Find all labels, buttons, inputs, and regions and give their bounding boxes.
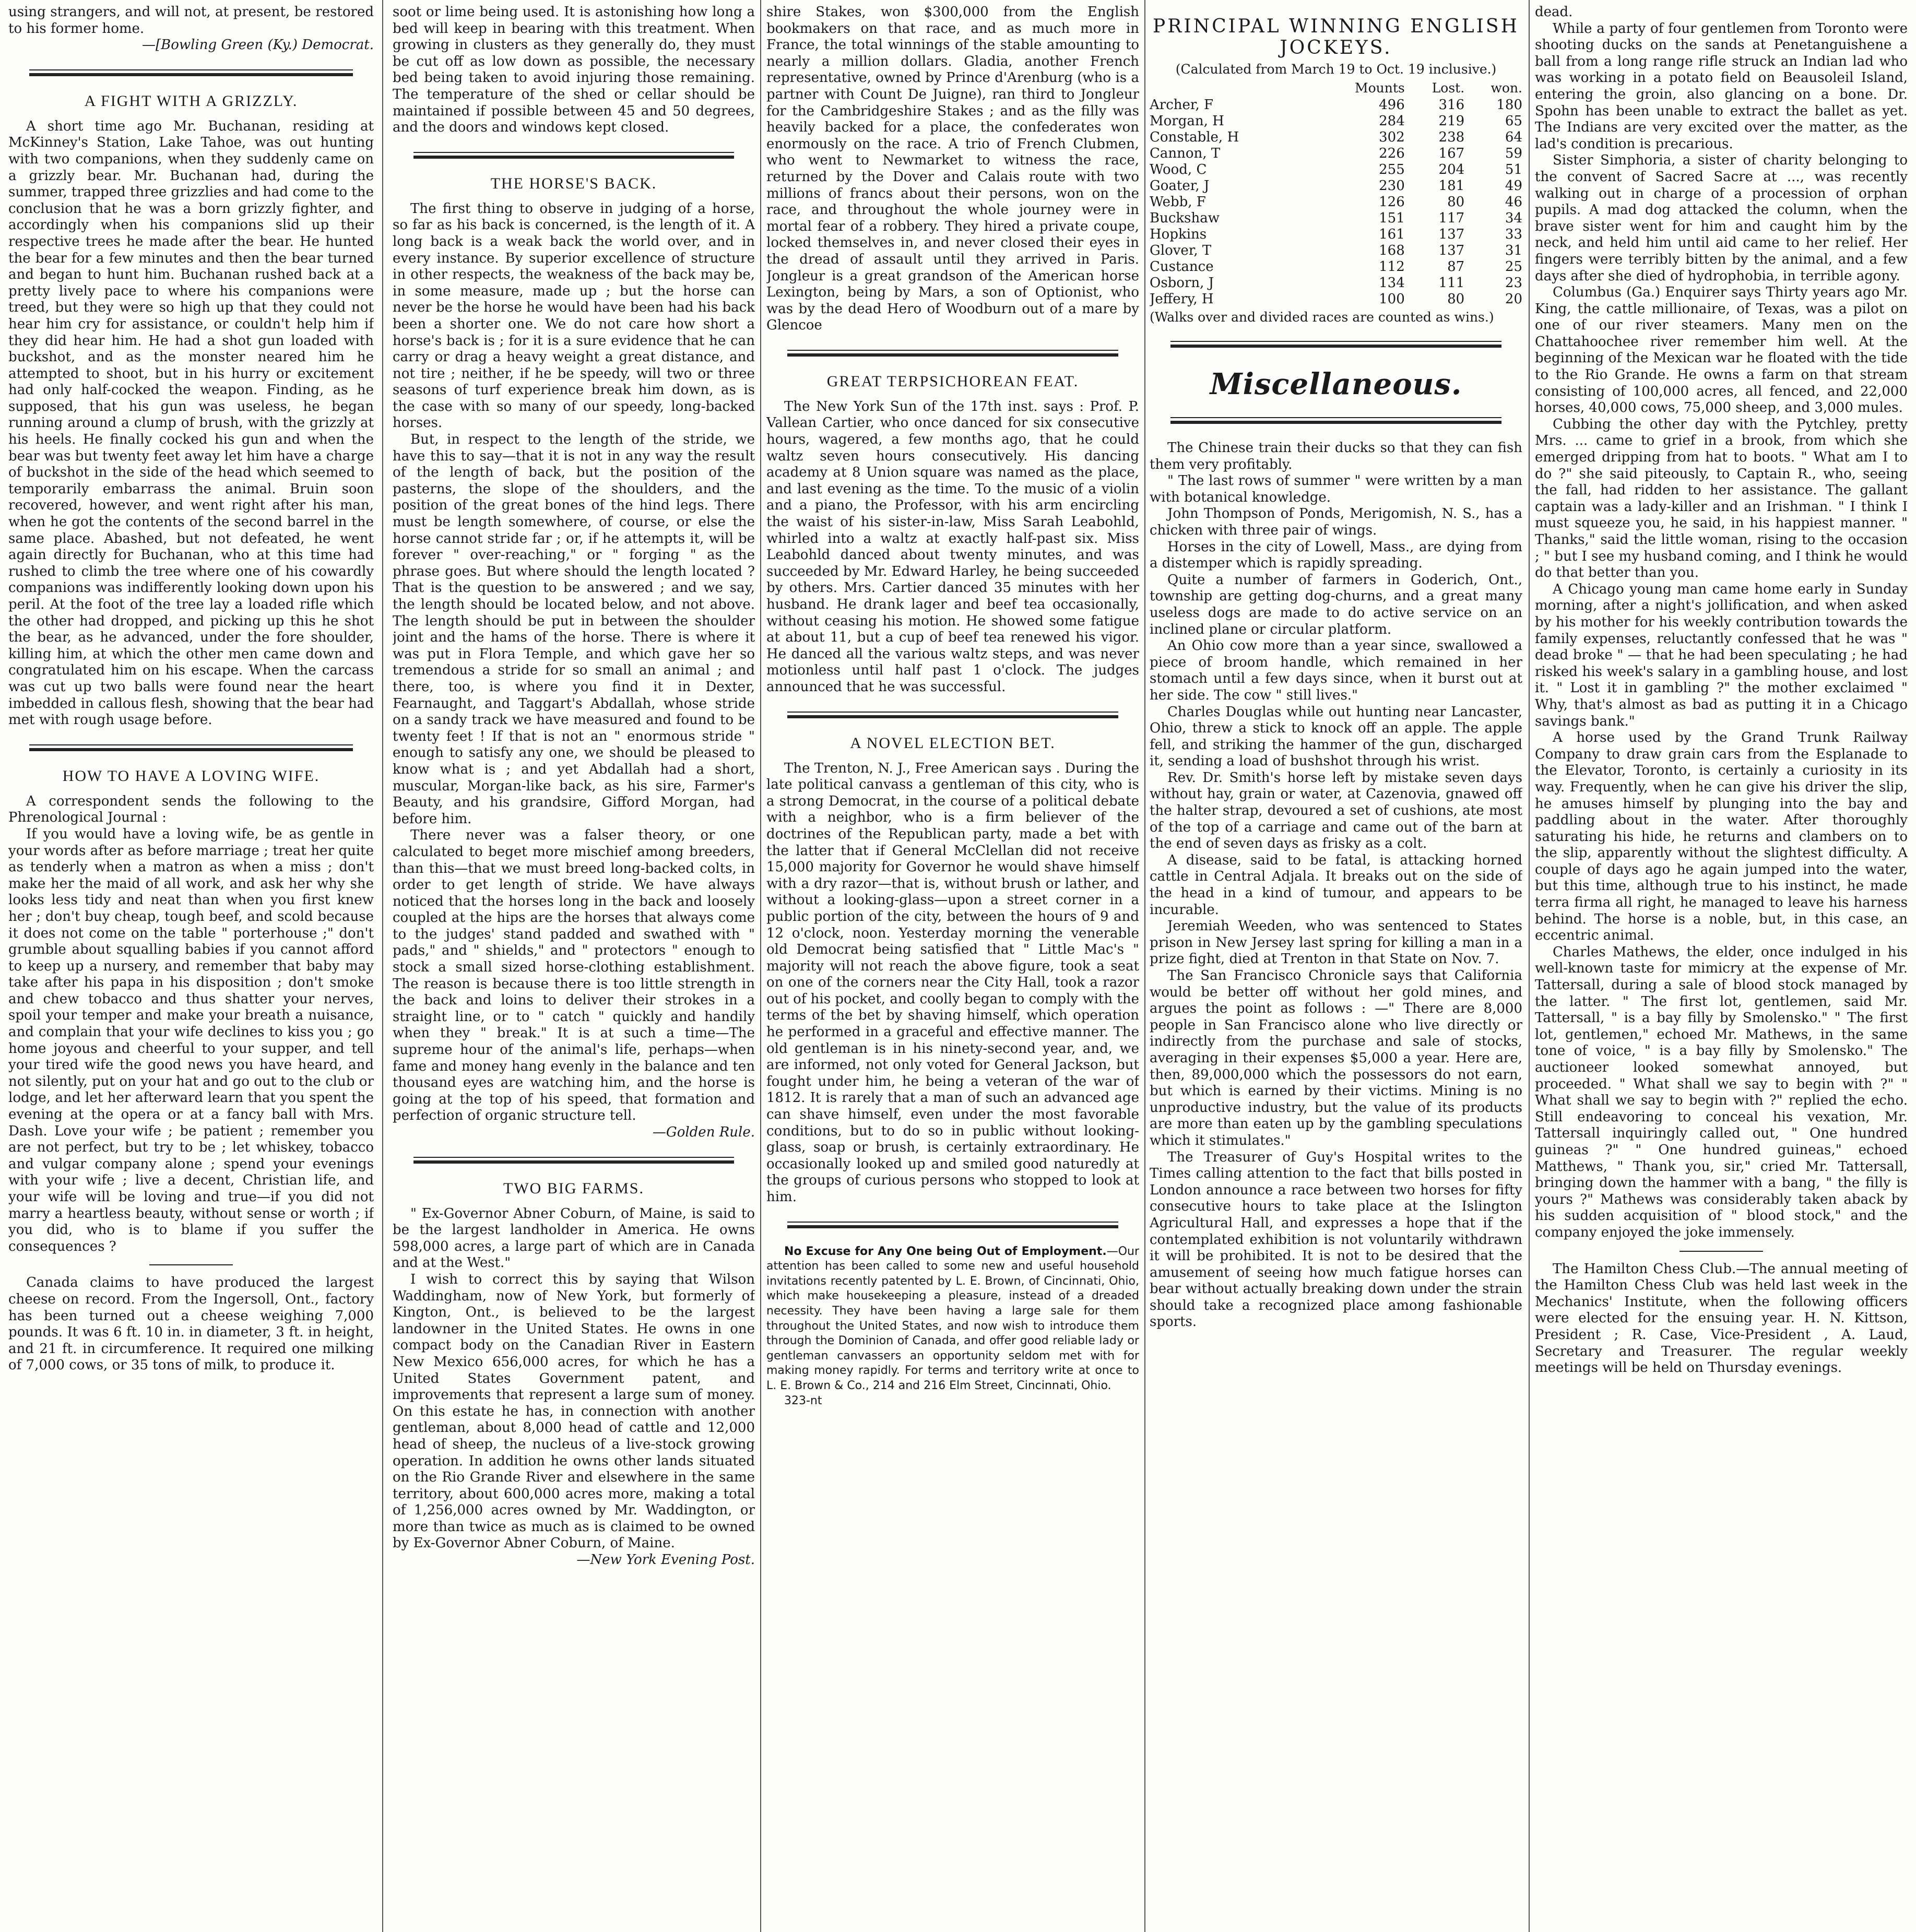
jockey-name: Osborn, J (1150, 275, 1214, 291)
article-paragraph: A disease, said to be fatal, is attacking horned cattle in Central Adjala. It breaks out on the side of the head in a kind of tumour, and appears to be incurable. (1150, 852, 1522, 918)
table-row (1150, 146, 1522, 162)
article-paragraph: I wish to correct this by saying that Wilson Waddingham, now of New York, but formerly of Kington, Ont., is believed to be the largest landowner in the United States. He owns in one compact body on the Canadian River in Eastern New Mexico 656,000 acres, for which he has a United States Government patent, and improvements that represent a large sum of money. On this estate he has, in connection with another gentleman, about 8,000 head of cattle and 12,000 head of sheep, the nucleus of a live-stock growing operation. In addition he owns other lands situated on the Rio Grande River and elsewhere in the same territory, about 600,000 acres more, making a total of 1,256,000 acres owned by Mr. Waddington, or more than twice as much as is claimed to be owned by Ex-Governor Abner Coburn, of Maine. (393, 1271, 755, 1551)
section-rule (413, 1156, 734, 1165)
article-paragraph: The Hamilton Chess Club.—The annual meeting of the Hamilton Chess Club was held last week in the Mechanics' Institute, when the following officers were elected for the ensuing year. H. N. Kittson, President ; R. Case, Vice-President , A. Laud, Secretary and Treasurer. The regular weekly meetings will be held on Thursday evenings. (1535, 1261, 1908, 1376)
section-rule (787, 710, 1118, 720)
jockey-stat: 137 (1438, 227, 1465, 242)
advertisement-body (766, 1244, 1139, 1394)
jockey-stat: 161 (1379, 227, 1405, 242)
jockey-name: Archer, F (1150, 97, 1214, 113)
article (766, 373, 1139, 696)
article (393, 4, 755, 136)
article (1150, 16, 1522, 325)
jockey-stat: 33 (1505, 227, 1522, 242)
article-paragraph: John Thompson of Ponds, Merigomish, N. S., has a chicken with three pair of wings. (1150, 506, 1522, 538)
jockey-stat: 496 (1379, 97, 1405, 113)
article-paragraph: Charles Mathews, the elder, once indulged in his well-known taste for mimicry at the expense of Mr. Tattersall, during a sale of blood stock managed by the latter. " The first lot, gentlemen, said Mr. Tattersall, " is a bay filly by Smolensko." " The first lot, gentlemen," echoed Mr. Mathews, in the same tone of voice, " is a bay filly by Smolensko." The auctioneer looked somewhat annoyed, but proceeded. " What shall we say to begin with ?" " What shall we say to begin with ?" replied the echo. Still endeavoring to conceal his vexation, Mr. Tattersall inquiringly called out, " One hundred guineas ?" " One hundred guineas," echoed Matthews, " Thank you, sir," cried Mr. Tattersall, bringing down the hammer with a bang, " the filly is yours ?" Mathews was considerably taken aback by his sudden acquisition of " blood stock," and the company enjoyed the joke immensely. (1535, 944, 1908, 1240)
article-paragraph: A horse used by the Grand Trunk Railway Company to draw grain cars from the Esplanade to the Elevator, Toronto, is certainly a curiosity in its way. Frequently, when he can give his driver the slip, he amuses himself by plunging into the bay and paddling about in the water. After thoroughly saturating his hide, he returns and clambers on to the slip, apparently without the slightest difficulty. A couple of days ago he again jumped into the water, but this time, although true to his instinct, he made terra firma all right, he managed to leave his harness behind. The horse is a noble, but, in this case, an eccentric animal. (1535, 730, 1908, 944)
jockey-name: Custance (1150, 259, 1214, 275)
table-header: Mounts (1355, 80, 1405, 96)
jockey-stat: 126 (1379, 194, 1405, 210)
jockey-stat: 219 (1438, 113, 1465, 129)
article-paragraph: But, in respect to the length of the stride, we have this to say—that it is not in any way the result of the length of back, but the position of the pasterns, the slope of the shoulders, and the position of the great bones of the hind legs. There must be length somewhere, of course, or else the horse cannot stride far ; or, if he attempts it, will be forever " over-reaching," or " forging " as the phrase goes. But where should the length located ? That is the question to be answered ; and we say, the length should be located below, and not above. The length should be put in between the shoulder joint and the hams of the horse. There is where it was put in Flora Temple, and which gave her so tremendous a stride for so small an animal ; and there, too, is where you find it in Dexter, Fearnaught, and Taggart's Abdallah, whose stride on a sandy track we have measured and found to be twenty feet ! If that is not an " enormous stride " enough to satisfy any one, we should be pleased to know what is ; and yet Abdallah had a short, muscular, Morgan-like back, as his sire, Farmer's Beauty, and his grandsire, Gifford Morgan, had before him. (393, 432, 755, 827)
article-paragraph: A Chicago young man came home early in Sunday morning, after a night's jollification, and when asked by his mother for his weekly contribution towards the family expenses, reluctantly confessed that he was " dead broke " — that he had been speculating ; he had risked his week's salary in a gambling house, and lost it. " Lost it in gambling ?" the mother exclaimed " Why, that's almost as bad as putting it in a Chicago savings bank." (1535, 581, 1908, 729)
jockeys-subtitle: (Calculated from March 19 to Oct. 19 inclusive.) (1175, 62, 1497, 77)
jockey-stat: 181 (1438, 178, 1465, 194)
section-rule (1170, 416, 1501, 425)
column-divider (760, 0, 761, 1932)
jockey-stat: 34 (1505, 210, 1522, 226)
column-divider (1529, 0, 1530, 1932)
advertisement-code: 323-nt (784, 1394, 822, 1407)
table-header: won. (1491, 80, 1522, 96)
jockey-stat: 112 (1379, 259, 1405, 275)
article-paragraph: While a party of four gentlemen from Toronto were shooting ducks on the sands at Penetanguishene a ball from a long range rifle struck an Indian lad who was working in a potato field on Beausoleil Island, entering the groin, also glancing on a bone. Dr. Spohn has been unable to extract the ballet as yet. The Indians are very excited over the matter, as the lad's condition is precarious. (1535, 20, 1908, 152)
column-1 (8, 4, 374, 1928)
article-paragraph: Horses in the city of Lowell, Mass., are dying from a distemper which is rapidly spreading. (1150, 539, 1522, 572)
jockey-stat: 230 (1379, 178, 1405, 194)
table-row (1150, 113, 1522, 129)
article-source: —Golden Rule. (652, 1124, 755, 1140)
article-paragraph: A correspondent sends the following to the Phrenological Journal : (8, 793, 374, 826)
article-headline: GREAT TERPSICHOREAN FEAT. (826, 372, 1079, 390)
article-paragraph: Rev. Dr. Smith's horse left by mistake seven days without hay, grain or water, at Cazenovia, gnawed off the halter strap, devoured a set of cushions, ate most of the top of a carriage and came out of the barn at the end of seven days as frisky as a colt. (1150, 769, 1522, 852)
jockey-stat: 168 (1379, 243, 1405, 258)
advertisement-headline: No Excuse for Any One being Out of Employment. (784, 1244, 1107, 1258)
table-row (1150, 291, 1522, 307)
column-2 (393, 4, 755, 1928)
table-row (1150, 194, 1522, 210)
jockeys-note: (Walks over and divided races are counted as wins.) (1150, 310, 1494, 325)
jockey-name: Wood, C (1150, 162, 1207, 177)
article-headline: A NOVEL ELECTION BET. (850, 734, 1056, 752)
article (8, 92, 374, 729)
jockey-name: Webb, F (1150, 194, 1206, 210)
article (8, 1275, 374, 1374)
article-paragraph: If you would have a loving wife, be as gentle in your words after as before marriage ; treat her quite as tenderly when a matron as when a miss ; don't make her the maid of all work, and ask her why she looks less tidy and neat than when you first knew her ; don't buy cheap, tough beef, and scold because it does not come on the table " porterhouse ;" don't grumble about squalling babies if you cannot afford to keep up a nursery, and remember that baby may take after his papa in his disposition ; don't smoke and chew tobacco and thus shatter your nerves, spoil your temper and make your breath a nuisance, and complain that your wife declines to kiss you ; go home joyous and cheerful to your supper, and tell your tired wife the good news you have heard, and not silently, put on your hat and go out to the club or lodge, and let her afterward learn that you spent the evening at the opera or at a fancy ball with Mrs. Dash. Love your wife ; be patient ; remember you are not perfect, but try to be ; let whiskey, tobacco and vulgar company alone ; spend your evenings with your wife ; live a decent, Christian life, and your wife will be loving and true—if you did not marry a heartless beauty, without sense or worth ; if you did, who is to blame if you suffer the consequences ? (8, 826, 374, 1254)
jockey-name: Goater, J (1150, 178, 1210, 194)
article (766, 4, 1139, 334)
jockey-name: Hopkins (1150, 227, 1207, 242)
article (766, 734, 1139, 1206)
jockey-name: Constable, H (1150, 129, 1239, 145)
jockeys-title: PRINCIPAL WINNING ENGLISH JOCKEYS. (1153, 16, 1519, 58)
jockey-stat: 134 (1379, 275, 1405, 291)
jockey-stat: 65 (1505, 113, 1522, 129)
article-paragraph: Quite a number of farmers in Goderich, Ont., township are getting dog-churns, and a great many useless dogs are made to do active service on an inclined plane or circular platform. (1150, 572, 1522, 637)
article-paragraph: dead. (1535, 4, 1573, 20)
jockey-stat: 49 (1505, 178, 1522, 194)
article-paragraph: An Ohio cow more than a year since, swallowed a piece of broom handle, which remained in her stomach until a few days since, when it burst out at her side. The cow " still lives." (1150, 638, 1522, 703)
jockey-stat: 25 (1505, 259, 1522, 275)
jockey-stat: 167 (1438, 146, 1465, 161)
table-header-spacer (1150, 80, 1313, 97)
article-headline: TWO BIG FARMS. (503, 1179, 644, 1197)
article-source: —New York Evening Post. (576, 1552, 755, 1568)
table-row (1150, 227, 1522, 243)
jockey-stat: 31 (1505, 243, 1522, 258)
table-row (1150, 259, 1522, 275)
article-paragraph: Canada claims to have produced the largest cheese on record. From the Ingersoll, Ont., factory has been turned out a cheese weighing 7,000 pounds. It was 6 ft. 10 in. in diameter, 3 ft. in height, and 21 ft. in circumference. It required one milking of 7,000 cows, or 35 tons of milk, to produce it. (8, 1275, 374, 1373)
article (1150, 440, 1522, 1331)
section-rule (787, 1220, 1118, 1230)
jockey-stat: 51 (1505, 162, 1522, 177)
section-rule (1170, 340, 1501, 349)
article (1535, 1261, 1908, 1377)
jockey-name: Morgan, H (1150, 113, 1224, 129)
article-paragraph: Sister Simphoria, a sister of charity belonging to the convent of Sacred Sacre at ..., was recently walking out in charge of a procession of orphan pupils. A mad dog attacked the column, when the brave sister went for him and caught him by the neck, and held him until aid came to her relief. Her fingers were terribly bitten by the animal, and a few days after she died of hydrophobia, in terrible agony. (1535, 152, 1908, 284)
article (8, 4, 374, 54)
jockey-stat: 59 (1505, 146, 1522, 161)
column-4 (1150, 4, 1522, 1928)
table-row (1150, 210, 1522, 227)
article-paragraph: using strangers, and will not, at present, be restored to his former home. (8, 4, 374, 37)
table-header-row (1150, 80, 1522, 97)
jockeys-table (1150, 80, 1522, 307)
jockey-name: Cannon, T (1150, 146, 1221, 161)
table-row (1150, 275, 1522, 291)
jockey-stat: 137 (1438, 243, 1465, 258)
column-divider (1144, 0, 1145, 1932)
article-paragraph: Cubbing the other day with the Pytchley, pretty Mrs. ... came to grief in a brook, from which she emerged dripping from hat to boots. " What am I to do ?" she said piteously, to Captain R., who, seeing the fall, had ridden to her assistance. The gallant captain was a lady-killer and an Irishman. " I think I must squeeze you, he said, in his happiest manner. " Thanks," said the little woman, rising to the occasion ; " but I see my husband coming, and I think he would do that better than you. (1535, 416, 1908, 581)
article-paragraph: The New York Sun of the 17th inst. says : Prof. P. Vallean Cartier, who once danced for six consecutive hours, wagered, a few months ago, that he could waltz seven hours consecutively. His dancing academy at 8 Union square was named as the place, and last evening as the time. To the music of a violin and a piano, the Professor, with his arm encircling the waist of his sister-in-law, Miss Sarah Leabohld, whirled into a waltz at exactly half-past six. Miss Leabohld danced about twenty minutes, and was succeeded by Mr. Edward Harley, he being succeeded by others. Mrs. Cartier danced 35 minutes with her husband. He drank lager and beef tea occasionally, without ceasing his motion. He showed some fatigue at about 11, but a cup of beef tea renewed his vigor. He danced all the various waltz steps, and was never motionless until half past 1 o'clock. The judges announced that he was successful. (766, 398, 1139, 695)
article (1150, 367, 1522, 401)
advertisement-text: —Our attention has been called to some new and useful household invitations recently patented by L. E. Brown, of Cincinnati, Ohio, which make housekeeping a pleasure, instead of a dreaded necessity. They have been having a large sale for them throughout the United States, and now wish to introduce them through the Dominion of Canada, and offer good reliable lady or gentleman canvassers an opportunity seldom met with for making money rapidly. For terms and territory write at once to L. E. Brown & Co., 214 and 216 Elm Street, Cincinnati, Ohio. (766, 1244, 1139, 1392)
article-paragraph: Charles Douglas while out hunting near Lancaster, Ohio, threw a stick to knock off an apple. The apple fell, and striking the hammer of the gun, discharged it, sending a load of bushshot through his wrist. (1150, 704, 1522, 769)
jockeys-table-section (1150, 16, 1522, 325)
table-row (1150, 243, 1522, 259)
article-paragraph: soot or lime being used. It is astonishing how long a bed will keep in bearing with this treatment. When growing in clusters as they generally do, they must be cut off as low down as possible, the necessary bed being taken to avoid injuring those remaining. The temperature of the shed or cellar should be maintained if possible between 45 and 50 degrees, and the doors and windows kept closed. (393, 4, 755, 136)
article-paragraph: " Ex-Governor Abner Coburn, of Maine, is said to be the largest landholder in America. He owns 598,000 acres, a large part of which are in Canada and at the West." (393, 1205, 755, 1271)
article (393, 175, 755, 1141)
section-rule (413, 151, 734, 160)
table-row (1150, 178, 1522, 194)
column-5 (1535, 4, 1908, 1928)
section-rule (29, 68, 353, 78)
article (8, 767, 374, 1255)
article-paragraph: Columbus (Ga.) Enquirer says Thirty years ago Mr. King, the cattle millionaire, of Texas, was a pilot on one of our river steamers. Many men on the Chattahoochee river remember him well. At the beginning of the Mexican war he floated with the tide to the Rio Grande. He owns a farm on that stream consisting of 100,000 acres, all fenced, and 22,000 horses, 40,000 cows, 75,000 sheep, and 3,000 mules. (1535, 285, 1908, 416)
article-paragraph: " The last rows of summer " were written by a man with botanical knowledge. (1150, 473, 1522, 505)
article-paragraph: Jeremiah Weeden, who was sentenced to States prison in New Jersey last spring for killing a man in a prize fight, died at Trenton in that State on Nov. 7. (1150, 918, 1522, 967)
jockey-name: Glover, T (1150, 243, 1212, 258)
article (766, 1244, 1139, 1409)
table-row (1150, 97, 1522, 113)
jockey-stat: 151 (1379, 210, 1405, 226)
section-rule (29, 743, 353, 753)
table-row (1150, 129, 1522, 146)
article-paragraph: The Treasurer of Guy's Hospital writes to the Times calling attention to the fact that bills posted in London announce a race between two horses for fifty consecutive hours to take place at the Islington Agricultural Hall, and expresses a hope that if the contemplated exhibition is not voluntarily withdrawn it will be prohibited. It is not to be desired that the amusement of seeing how much fatigue horses can bear without actually breaking down under the strain should take a recognized place among fashionable sports. (1150, 1149, 1522, 1330)
jockey-stat: 117 (1438, 210, 1465, 226)
article-headline: THE HORSE'S BACK. (490, 174, 657, 192)
article-paragraph: The first thing to observe in judging of a horse, so far as his back is concerned, is the length of it. A long back is a weak back the world over, and in every instance. By superior excellence of structure in other respects, the weakness of the back may be, in some measure, made up ; but the horse can never be the horse he would have been had his back been a shorter one. We do not care how short a horse's back is ; for it is a sure evidence that he can carry or drag a heavy weight a great distance, and not tire ; neither, if he be speedy, will two or three seasons of turf experience break him down, as is the case with so many of our speedy, long-backed horses. (393, 200, 755, 431)
article (393, 1180, 755, 1569)
column-divider (382, 0, 383, 1932)
article-paragraph: The Trenton, N. J., Free American says . During the late political canvass a gentleman of this city, who is a strong Democrat, in the course of a political debate with a neighbor, who is a firm believer of the doctrines of the Republican party, made a bet with the latter that if General McClellan did not receive 15,000 majority for Governor he would shave himself with a dry razor—that is, without brush or lather, and without a looking-glass—upon a street corner in a public portion of the city, between the hours of 9 and 12 o'clock, noon. Yesterday morning the venerable old Democrat being satisfied that " Little Mac's " majority will not reach the above figure, took a seat on one of the corners near the City Hall, took a razor out of his pocket, and coolly began to comply with the terms of the bet by shaving himself, which operation he performed in a graceful and effective manner. The old gentleman is in his ninety-second year, and, we are informed, not only voted for General Jackson, but fought under him, he being a veteran of the war of 1812. It is rarely that a man of such an advanced age can shave himself, even under the most favorable conditions, but to do so in public without looking-glass, soap or brush, is certainly extraordinary. He occasionally looked up and smiled good naturedly at the groups of curious persons who stopped to look at him. (766, 760, 1139, 1205)
advertisement (766, 1244, 1139, 1409)
table-header: Lost. (1432, 80, 1465, 96)
jockey-stat: 20 (1505, 291, 1522, 307)
jockey-stat: 100 (1379, 291, 1405, 307)
article-paragraph: The Chinese train their ducks so that they can fish them very profitably. (1150, 440, 1522, 472)
article-headline: A FIGHT WITH A GRIZZLY. (84, 92, 298, 110)
jockey-stat: 80 (1447, 194, 1465, 210)
jockey-stat: 111 (1438, 275, 1465, 291)
jockey-stat: 316 (1438, 97, 1465, 113)
jockey-stat: 80 (1447, 291, 1465, 307)
section-rule (787, 349, 1118, 358)
short-rule (1680, 1251, 1763, 1252)
article-paragraph: shire Stakes, won $300,000 from the English bookmakers on that race, and as much more in France, the total winnings of the stable amounting to nearly a million dollars. Gladia, another French representative, owned by Prince d'Arenburg (who is a partner with Count De Juigne), ran third to Jongleur for the Cambridgeshire Stakes ; and as the filly was heavily backed for a place, the confederates won enormously on the race. A trio of French Clubmen, who went to Newmarket to witness the race, returned by the Dover and Calais route with two millions of francs about their persons, won on the race, and throughout the whole journey were in mortal fear of a robbery. They hired a private coupe, locked themselves in, and never closed their eyes in the dread of assault until they arrived in Paris. Jongleur is a great grandson of the American horse Lexington, being by Mars, a son of Optionist, who was by the dead Hero of Woodburn out of a mare by Glencoe (766, 4, 1139, 334)
jockey-stat: 64 (1505, 129, 1522, 145)
jockey-stat: 255 (1379, 162, 1405, 177)
jockey-stat: 46 (1505, 194, 1522, 210)
short-rule (149, 1264, 233, 1265)
jockey-name: Jeffery, H (1150, 291, 1214, 307)
jockey-stat: 180 (1496, 97, 1522, 113)
jockey-stat: 23 (1505, 275, 1522, 291)
article-paragraph: A short time ago Mr. Buchanan, residing at McKinney's Station, Lake Tahoe, was out hunting with two companions, when they suddenly came on a grizzly bear. Mr. Buchanan had, during the summer, trapped three grizzlies and had come to the conclusion that he was a born grizzly fighter, and accordingly when his companions slid up their respective trees he made after the bear. He hunted the bear for a few minutes and then the bear turned and began to hunt him. Buchanan rushed back at a pretty lively pace to where his companions were treed, but they were so high up that they could not hear him cry for assistance, or couldn't help him if they did hear him. He had a shot gun loaded with buckshot, and as the monster neared him he attempted to shoot, but in his hurry or excitement had only half-cocked the weapon. Finding, as he supposed, that his gun was useless, he began running around a clump of brush, with the grizzly at his heels. He finally cocked his gun and when the bear was but twenty feet away let him have a charge of buckshot in the side of the head which seemed to temporarily embarrass the animal. Bruin soon recovered, however, and went right after his man, when he got the contents of the second barrel in the same place. Abashed, but not defeated, he went again directly for Buchanan, who at this time had rushed to climb the tree where one of his cowardly companions was indifferently looking down upon his peril. At the foot of the tree lay a loaded rifle which the other had dropped, and picking up this he shot the bear, as he advanced, under the fore shoulder, killing him, at which the other men came down and congratulated him on his escape. When the carcass was cut up two balls were found near the heart imbedded in callous flesh, showing that the bear had met with rough usage before. (8, 118, 374, 728)
table-row (1150, 162, 1522, 178)
article-source: —[Bowling Green (Ky.) Democrat. (142, 37, 374, 53)
jockey-name: Buckshaw (1150, 210, 1220, 226)
section-masthead: Miscellaneous. (1210, 367, 1462, 401)
column-3 (766, 4, 1139, 1928)
jockey-stat: 87 (1447, 259, 1465, 275)
article-paragraph: The San Francisco Chronicle says that California would be better off without her gold mines, and argues the point as follows : —" There are 8,000 people in San Francisco alone who live directly or indirectly from the purchase and sale of stocks, averaging in their expenses $5,000 a year. Here are, then, 89,000,000 which the possessors do not earn, but which is earned by their victims. Mining is no unproductive industry, but the value of its products are more than eaten up by the gambling speculations which it stimulates." (1150, 968, 1522, 1148)
jockey-stat: 302 (1379, 129, 1405, 145)
article (1535, 4, 1908, 1241)
jockey-stat: 226 (1379, 146, 1405, 161)
jockey-stat: 284 (1379, 113, 1405, 129)
jockey-stat: 238 (1438, 129, 1465, 145)
article-headline: HOW TO HAVE A LOVING WIFE. (62, 767, 320, 785)
jockey-stat: 204 (1438, 162, 1465, 177)
article-paragraph: There never was a falser theory, or one calculated to beget more mischief among breeders, than this—that we must breed long-backed colts, in order to get length of stride. We have always noticed that the horses long in the back and loosely coupled at the hips are the horses that always come to the judges' stand padded and swathed with " pads," and " shields," and " protectors " enough to stock a small sized horse-clothing establishment. The reason is because there is too little strength in the back and loins to deliver their strokes in a straight line, or to " catch " quickly and handily when they " break." It is at such a time—The supreme hour of the animal's life, perhaps—when fame and money hang evenly in the balance and ten thousand eyes are watching him, and the horse is going at the top of his speed, that formation and perfection of organic structure tell. (393, 827, 755, 1124)
